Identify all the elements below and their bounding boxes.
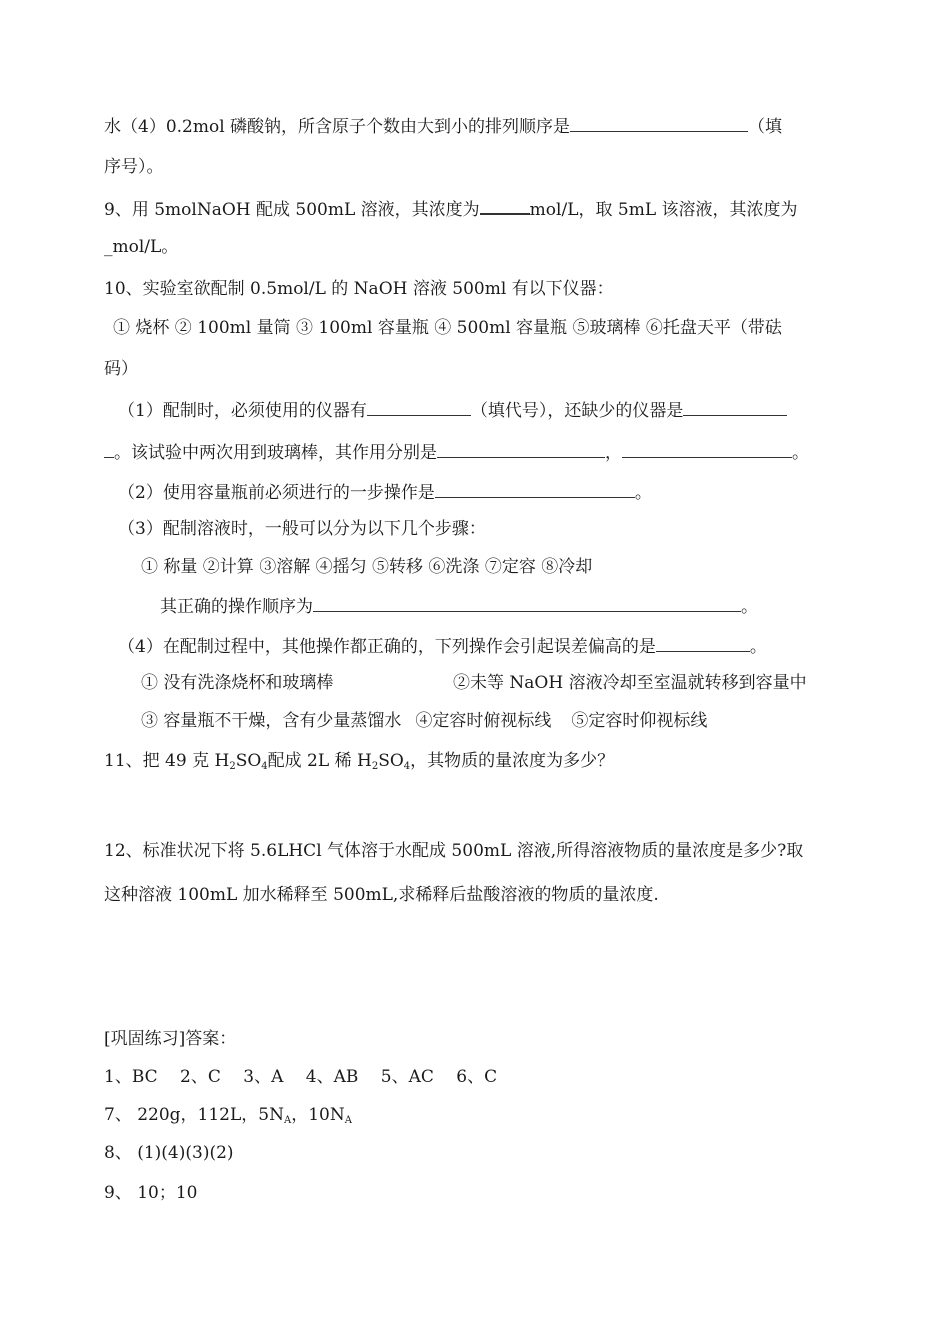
q11-text-e: ，其物质的量浓度为多少？ — [410, 751, 615, 771]
q10-part4-options-row2 — [141, 710, 707, 732]
answers-row4: 9、 10；10 — [104, 1183, 198, 1203]
q10-part1-blank-missing[interactable] — [683, 398, 787, 416]
q11 — [104, 750, 614, 778]
q10-part4-option2: ②未等 NaOH 溶液冷却至室温就转移到容量中 — [453, 673, 807, 693]
q8-fill-hint: （填 — [748, 117, 783, 137]
q9-line1 — [104, 196, 798, 221]
q10-part3-order-blank[interactable] — [313, 594, 741, 612]
q10-part4-end: 。 — [749, 637, 767, 657]
answers-row2-text-a: 7、 220g，112L，5N — [104, 1105, 284, 1125]
q10-part1-blank-use2[interactable] — [622, 440, 792, 458]
q10-part1-text-c: 。该试验中两次用到玻璃棒，其作用分别是 — [114, 443, 437, 463]
q10-part1-blank-use1[interactable] — [437, 440, 605, 458]
q10-part1-end: 。 — [792, 443, 809, 463]
q12-line2: 这种溶液 100mL 加水稀释至 500mL,求稀释后盐酸溶液的物质的量浓度. — [104, 885, 659, 905]
answers-row2-sub-2: A — [344, 1115, 352, 1126]
q10-part3-order-end: 。 — [741, 597, 758, 617]
q9-line2: _mol/L。 — [104, 237, 179, 257]
q10-part1-blank-instruments[interactable] — [367, 398, 471, 416]
q10-part2-text: （2）使用容量瓶前必须进行的一步操作是 — [118, 483, 435, 503]
q10-part3: （3）配制溶液时，一般可以分为以下几个步骤： — [118, 519, 486, 539]
q10-part3-order-text: 其正确的操作顺序为 — [160, 597, 313, 617]
q10-part1-text-b: （填代号），还缺少的仪器是 — [470, 401, 684, 421]
q11-sub-3: 2 — [371, 761, 379, 772]
q10-part2 — [118, 480, 652, 504]
q9-answer-blank-1[interactable] — [480, 196, 530, 215]
q10-part4 — [118, 634, 767, 658]
answers-row2-sub-1: A — [283, 1115, 292, 1126]
q10-stem: 10、实验室欲配制 0.5mol/L 的 NaOH 溶液 500ml 有以下仪器： — [104, 279, 614, 299]
q10-part1-line2 — [104, 440, 809, 464]
q10-part4-option5: ⑤定容时仰视标线 — [571, 711, 708, 731]
q8-line1 — [104, 114, 782, 138]
q10-part1-blank-missing-cont[interactable] — [104, 440, 114, 458]
q10-part2-end: 。 — [634, 483, 652, 503]
q10-part4-option1: ① 没有洗涤烧杯和玻璃棒 — [141, 673, 334, 693]
q10-instruments-line2: 码） — [104, 359, 138, 379]
q8-line2: 序号）。 — [104, 157, 164, 177]
answers-heading: [巩固练习]答案： — [104, 1029, 237, 1049]
q11-text-c: 配成 2L 稀 H — [267, 751, 372, 771]
q9-text-b: mol/L，取 5mL 该溶液，其浓度为 — [529, 200, 798, 220]
q10-part4-blank[interactable] — [656, 634, 750, 652]
q10-part2-blank[interactable] — [435, 480, 635, 498]
q10-part1-text-a: （1）配制时，必须使用的仪器有 — [118, 401, 367, 421]
q11-text-a: 11、把 49 克 H — [104, 751, 230, 771]
q10-part4-option3: ③ 容量瓶不干燥，含有少量蒸馏水 — [141, 711, 402, 731]
q11-text-b: SO — [235, 751, 262, 771]
q8-text: 水（4）0.2mol 磷酸钠，所含原子个数由大到小的排列顺序是 — [104, 117, 571, 137]
q10-part4-option4: ④定容时俯视标线 — [415, 711, 552, 731]
q10-part1-comma: ， — [605, 443, 622, 463]
q10-instruments-line1: ① 烧杯 ② 100ml 量筒 ③ 100ml 容量瓶 ④ 500ml 容量瓶 ⑤玻璃棒 ⑥托盘天平（带砝 — [113, 318, 782, 338]
q10-part3-steps: ① 称量 ②计算 ③溶解 ④摇匀 ⑤转移 ⑥洗涤 ⑦定容 ⑧冷却 — [141, 557, 593, 577]
q11-sub-1: 2 — [229, 761, 236, 772]
q8-answer-blank[interactable] — [570, 114, 748, 132]
q10-part1-line1 — [118, 398, 787, 422]
q11-text-d: SO — [378, 751, 404, 771]
q10-part4-options-row1 — [141, 672, 807, 694]
answers-row1: 1、BC 2、C 3、A 4、AB 5、AC 6、C — [104, 1067, 498, 1087]
answers-row2-text-b: ，10N — [291, 1105, 345, 1125]
answers-row2 — [104, 1104, 352, 1132]
q12-line1: 12、标准状况下将 5.6LHCl 气体溶于水配成 500mL 溶液,所得溶液物质的量浓度是多少?取 — [104, 841, 804, 861]
q11-sub-4: 4 — [403, 761, 411, 772]
q10-part4-text: （4）在配制过程中，其他操作都正确的，下列操作会引起误差偏高的是 — [118, 637, 656, 657]
q10-part3-order — [160, 594, 758, 618]
answers-row3: 8、 (1)(4)(3)(2) — [104, 1143, 234, 1163]
q9-text-a: 9、用 5molNaOH 配成 500mL 溶液，其浓度为 — [104, 200, 480, 220]
q11-sub-2: 4 — [261, 761, 268, 772]
